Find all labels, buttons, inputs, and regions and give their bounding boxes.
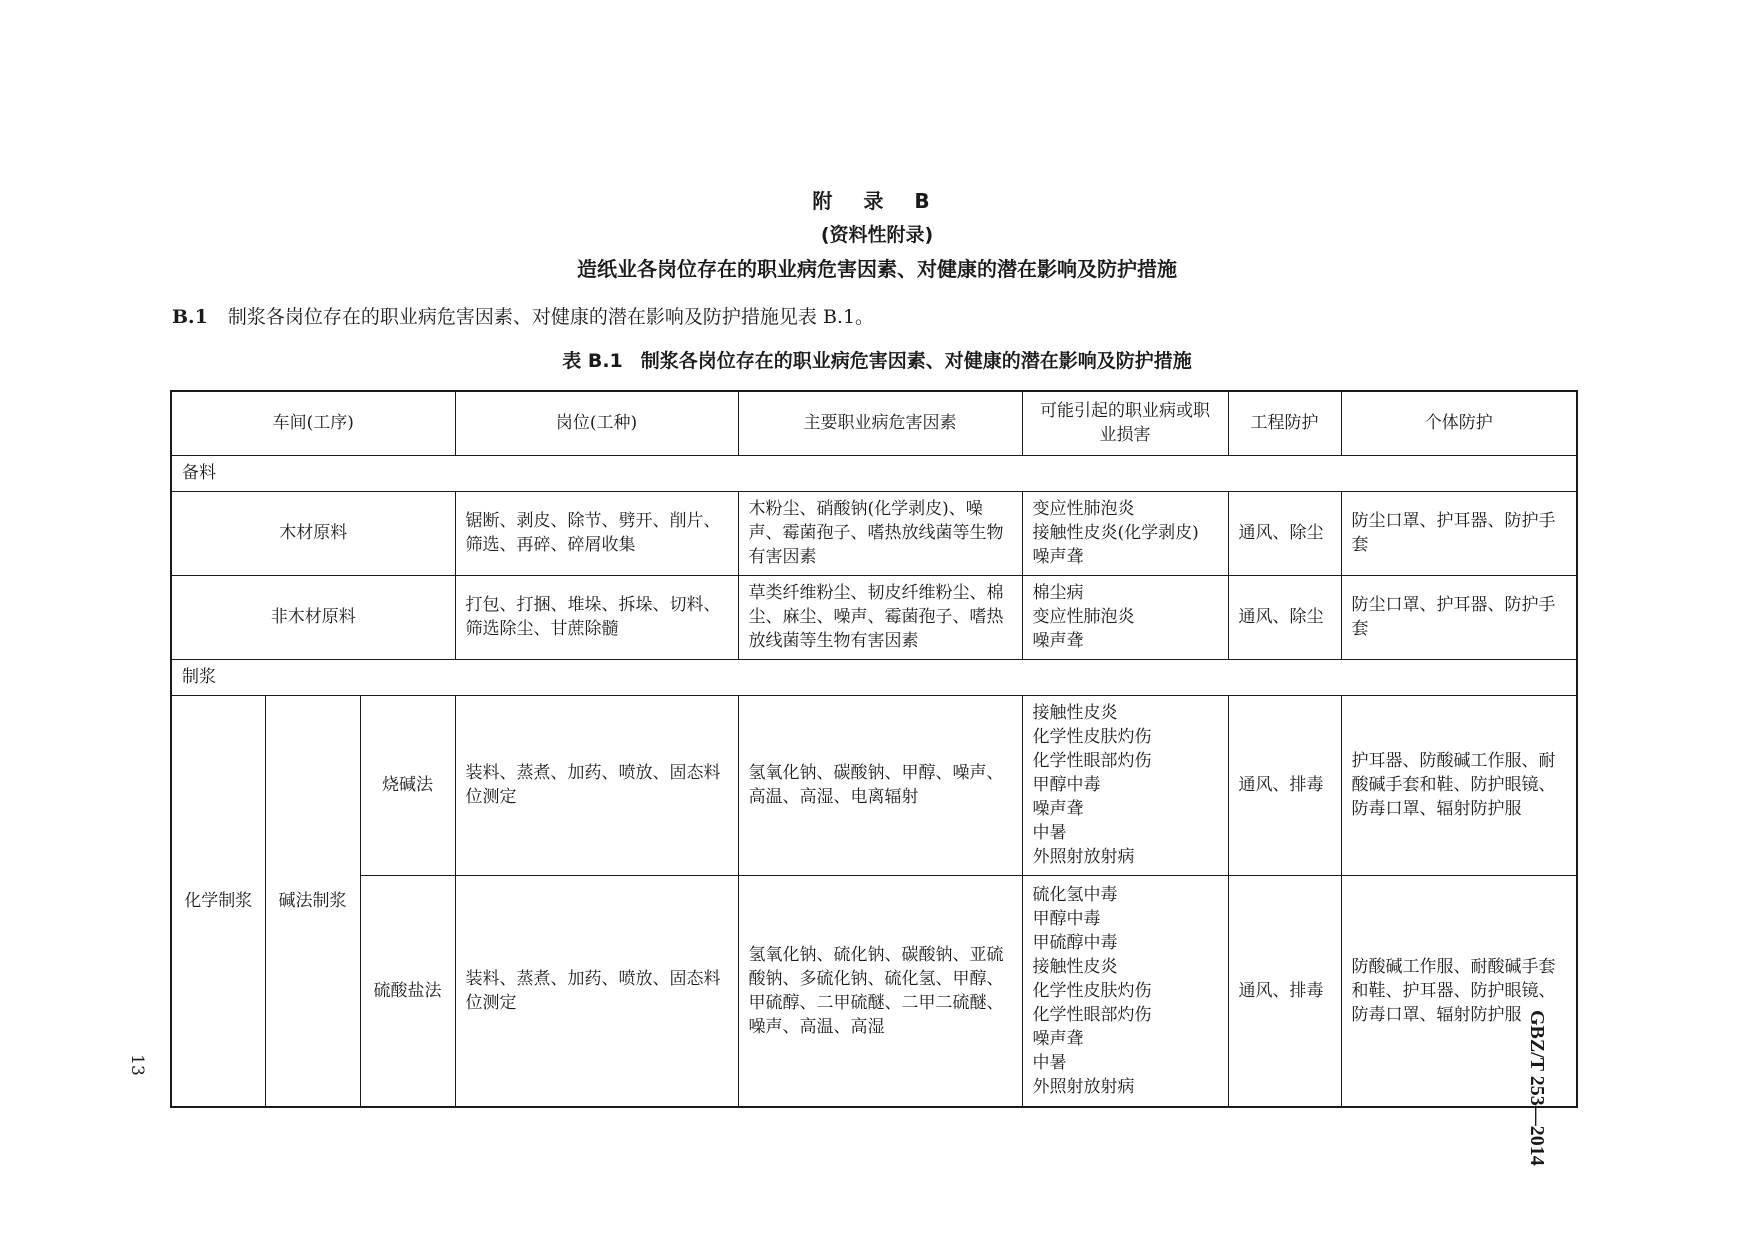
section-row-pulping <box>171 659 1577 695</box>
cell-workshop: 非木材原料 <box>171 575 455 659</box>
cell-personal: 防酸碱工作服、耐酸碱手套和鞋、护耳器、防护眼镜、防毒口罩、辐射防护服 <box>1341 875 1577 1107</box>
cell-workshop: 烧碱法 <box>360 695 455 875</box>
cell-hazards: 木粉尘、硝酸钠(化学剥皮)、噪声、霉菌孢子、嗜热放线菌等生物有害因素 <box>738 491 1022 575</box>
disease-item: 变应性肺泡炎 <box>1032 607 1135 627</box>
table-caption <box>0 346 1754 373</box>
cell-diseases <box>1022 491 1228 575</box>
cell-personal: 防尘口罩、护耳器、防护手套 <box>1341 575 1577 659</box>
cell-engineering: 通风、除尘 <box>1228 491 1341 575</box>
cell-hazards: 草类纤维粉尘、韧皮纤维粉尘、棉尘、麻尘、噪声、霉菌孢子、嗜热放线菌等生物有害因素 <box>738 575 1022 659</box>
cell-diseases <box>1022 875 1228 1107</box>
disease-item: 化学性皮肤灼伤 <box>1032 727 1152 747</box>
table-row <box>171 491 1577 575</box>
disease-item: 硫化氢中毒 <box>1032 884 1118 905</box>
disease-item: 噪声聋 <box>1032 1028 1084 1049</box>
page-number: 13 <box>126 1054 147 1076</box>
cell-personal: 防尘口罩、护耳器、防护手套 <box>1341 491 1577 575</box>
clause-paragraph <box>172 302 874 329</box>
disease-item: 甲硫醇中毒 <box>1032 932 1118 953</box>
cell-diseases <box>1022 575 1228 659</box>
document-code: GBZ/T 253—2014 <box>1526 1010 1548 1166</box>
header-post: 岗位(工种) <box>455 391 738 455</box>
disease-item: 接触性皮炎(化学剥皮) <box>1032 523 1199 543</box>
clause-text: 制浆各岗位存在的职业病危害因素、对健康的潜在影响及防护措施见表 B.1。 <box>227 306 875 328</box>
disease-item: 噪声聋 <box>1032 547 1084 567</box>
disease-item: 甲醇中毒 <box>1032 775 1101 795</box>
table-row <box>171 875 1577 1107</box>
header-personal: 个体防护 <box>1341 391 1577 455</box>
table-caption-text: 制浆各岗位存在的职业病危害因素、对健康的潜在影响及防护措施 <box>640 350 1192 372</box>
section-row-prep <box>171 455 1577 491</box>
table-caption-number: 表 B.1 <box>562 350 623 372</box>
header-disease: 可能引起的职业病或职业损害 <box>1022 391 1228 455</box>
table-row <box>171 575 1577 659</box>
appendix-title: 造纸业各岗位存在的职业病危害因素、对健康的潜在影响及防护措施 <box>577 257 1177 281</box>
disease-item: 中暑 <box>1032 823 1067 843</box>
header-engineering: 工程防护 <box>1228 391 1341 455</box>
cell-post: 装料、蒸煮、加药、喷放、固态料位测定 <box>455 875 738 1107</box>
cell-diseases <box>1022 695 1228 875</box>
disease-item: 化学性眼部灼伤 <box>1032 751 1152 771</box>
disease-item: 化学性眼部灼伤 <box>1032 1004 1152 1025</box>
header-hazards: 主要职业病危害因素 <box>738 391 1022 455</box>
cell-post: 锯断、剥皮、除节、劈开、削片、筛选、再碎、碎屑收集 <box>455 491 738 575</box>
table-row <box>171 695 1577 875</box>
disease-item: 棉尘病 <box>1032 583 1084 603</box>
cell-post: 装料、蒸煮、加药、喷放、固态料位测定 <box>455 695 738 875</box>
clause-number: B.1 <box>172 306 208 328</box>
section-title: 制浆 <box>171 659 1577 695</box>
cell-engineering: 通风、除尘 <box>1228 575 1341 659</box>
disease-item: 接触性皮炎 <box>1032 956 1118 977</box>
cell-personal: 护耳器、防酸碱工作服、耐酸碱手套和鞋、防护眼镜、防毒口罩、辐射防护服 <box>1341 695 1577 875</box>
cell-hazards: 氢氧化钠、硫化钠、碳酸钠、亚硫酸钠、多硫化钠、硫化氢、甲醇、甲硫醇、二甲硫醚、二甲二硫醚、噪声、高温、高湿 <box>738 875 1022 1107</box>
hazard-table <box>170 390 1578 1108</box>
cell-post: 打包、打捆、堆垛、拆垛、切料、筛选除尘、甘蔗除髓 <box>455 575 738 659</box>
cell-hazards: 氢氧化钠、碳酸钠、甲醇、噪声、高温、高湿、电离辐射 <box>738 695 1022 875</box>
disease-item: 化学性皮肤灼伤 <box>1032 980 1152 1001</box>
disease-item: 噪声聋 <box>1032 631 1084 651</box>
cell-engineering: 通风、排毒 <box>1228 695 1341 875</box>
disease-item: 外照射放射病 <box>1032 847 1135 867</box>
disease-item: 中暑 <box>1032 1052 1067 1073</box>
cell-engineering: 通风、排毒 <box>1228 875 1341 1107</box>
cell-workshop: 硫酸盐法 <box>360 875 455 1107</box>
disease-item: 甲醇中毒 <box>1032 908 1101 929</box>
table-header-row <box>171 391 1577 455</box>
appendix-label: 附 录 B <box>812 189 942 213</box>
cell-group-level2: 碱法制浆 <box>265 695 360 1107</box>
disease-item: 外照射放射病 <box>1032 1076 1135 1097</box>
disease-item: 噪声聋 <box>1032 799 1084 819</box>
disease-item: 接触性皮炎 <box>1032 703 1118 723</box>
disease-item: 变应性肺泡炎 <box>1032 499 1135 519</box>
appendix-type: (资料性附录) <box>820 224 934 246</box>
section-title: 备料 <box>171 455 1577 491</box>
header-workshop: 车间(工序) <box>171 391 455 455</box>
cell-workshop: 木材原料 <box>171 491 455 575</box>
cell-group-level1: 化学制浆 <box>171 695 265 1107</box>
